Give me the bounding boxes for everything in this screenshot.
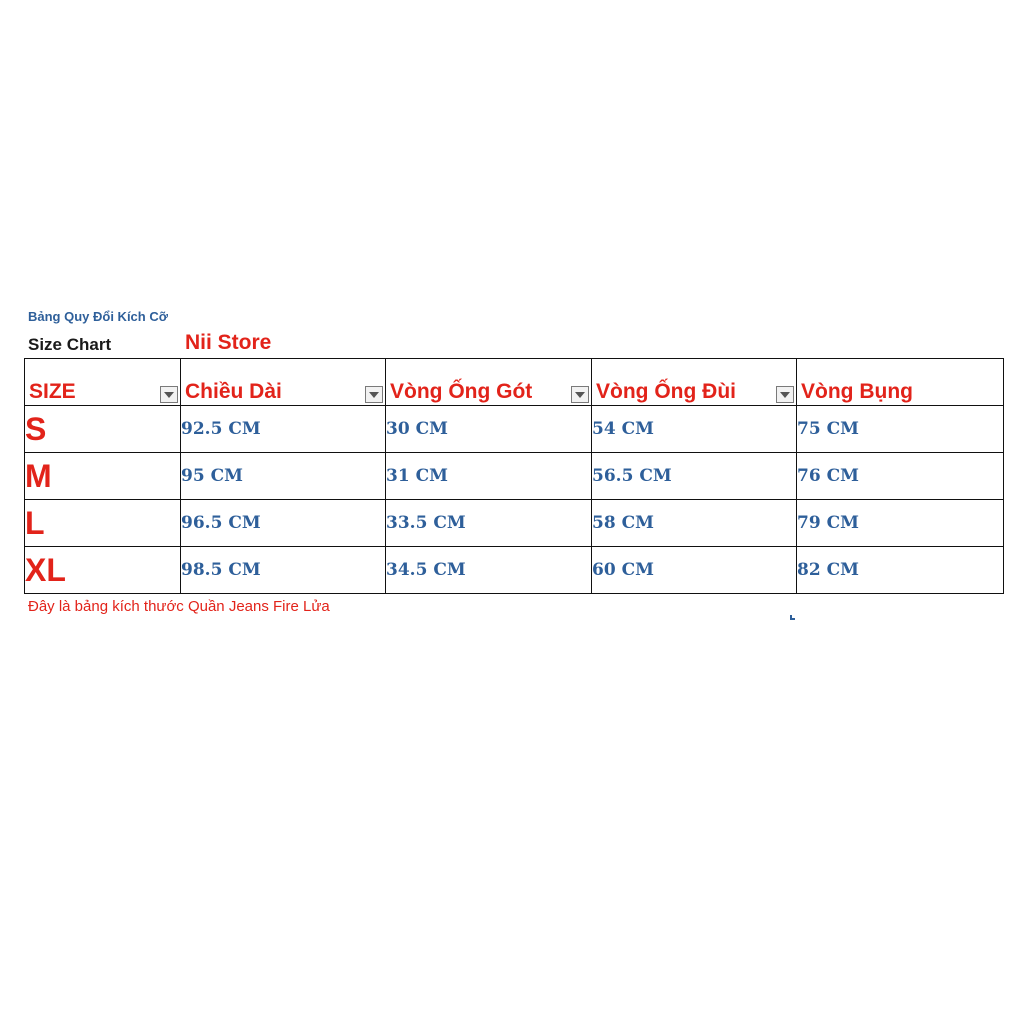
waist-value: 82 CM	[797, 547, 1004, 594]
column-header-size	[25, 359, 181, 406]
length-value: 98.5 CM	[181, 547, 386, 594]
size-label: L	[25, 500, 181, 547]
ankle-value: 33.5 CM	[386, 500, 592, 547]
chart-subtitle: Bảng Quy Đổi Kích Cỡ	[28, 309, 168, 324]
ankle-value: 30 CM	[386, 406, 592, 453]
length-value: 95 CM	[181, 453, 386, 500]
size-table	[24, 358, 1004, 594]
size-label: S	[25, 406, 181, 453]
corner-mark-icon	[790, 615, 795, 620]
column-header-label: Chiều Dài	[185, 380, 282, 403]
waist-value: 75 CM	[797, 406, 1004, 453]
table-row	[25, 406, 1004, 453]
size-label: M	[25, 453, 181, 500]
header-row	[25, 359, 1004, 406]
filter-dropdown-icon[interactable]	[160, 386, 178, 403]
ankle-value: 34.5 CM	[386, 547, 592, 594]
column-header-label: Vòng Ống Gót	[390, 380, 533, 403]
table-row	[25, 453, 1004, 500]
column-header-waist	[797, 359, 1004, 406]
waist-value: 79 CM	[797, 500, 1004, 547]
column-header-label: Vòng Bụng	[801, 380, 913, 403]
column-header-thigh	[592, 359, 797, 406]
length-value: 96.5 CM	[181, 500, 386, 547]
thigh-value: 54 CM	[592, 406, 797, 453]
length-value: 92.5 CM	[181, 406, 386, 453]
column-header-label: SIZE	[29, 380, 76, 403]
table-row	[25, 500, 1004, 547]
thigh-value: 58 CM	[592, 500, 797, 547]
thigh-value: 60 CM	[592, 547, 797, 594]
table-row	[25, 547, 1004, 594]
ankle-value: 31 CM	[386, 453, 592, 500]
column-header-length	[181, 359, 386, 406]
filter-dropdown-icon[interactable]	[776, 386, 794, 403]
store-name: Nii Store	[185, 331, 272, 354]
column-header-label: Vòng Ống Đùi	[596, 380, 736, 403]
column-header-ankle	[386, 359, 592, 406]
footer-note: Đây là bảng kích thước Quần Jeans Fire Lửa	[28, 598, 330, 615]
filter-dropdown-icon[interactable]	[365, 386, 383, 403]
waist-value: 76 CM	[797, 453, 1004, 500]
size-chart-label: Size Chart	[28, 335, 112, 354]
filter-dropdown-icon[interactable]	[571, 386, 589, 403]
size-label: XL	[25, 547, 181, 594]
thigh-value: 56.5 CM	[592, 453, 797, 500]
